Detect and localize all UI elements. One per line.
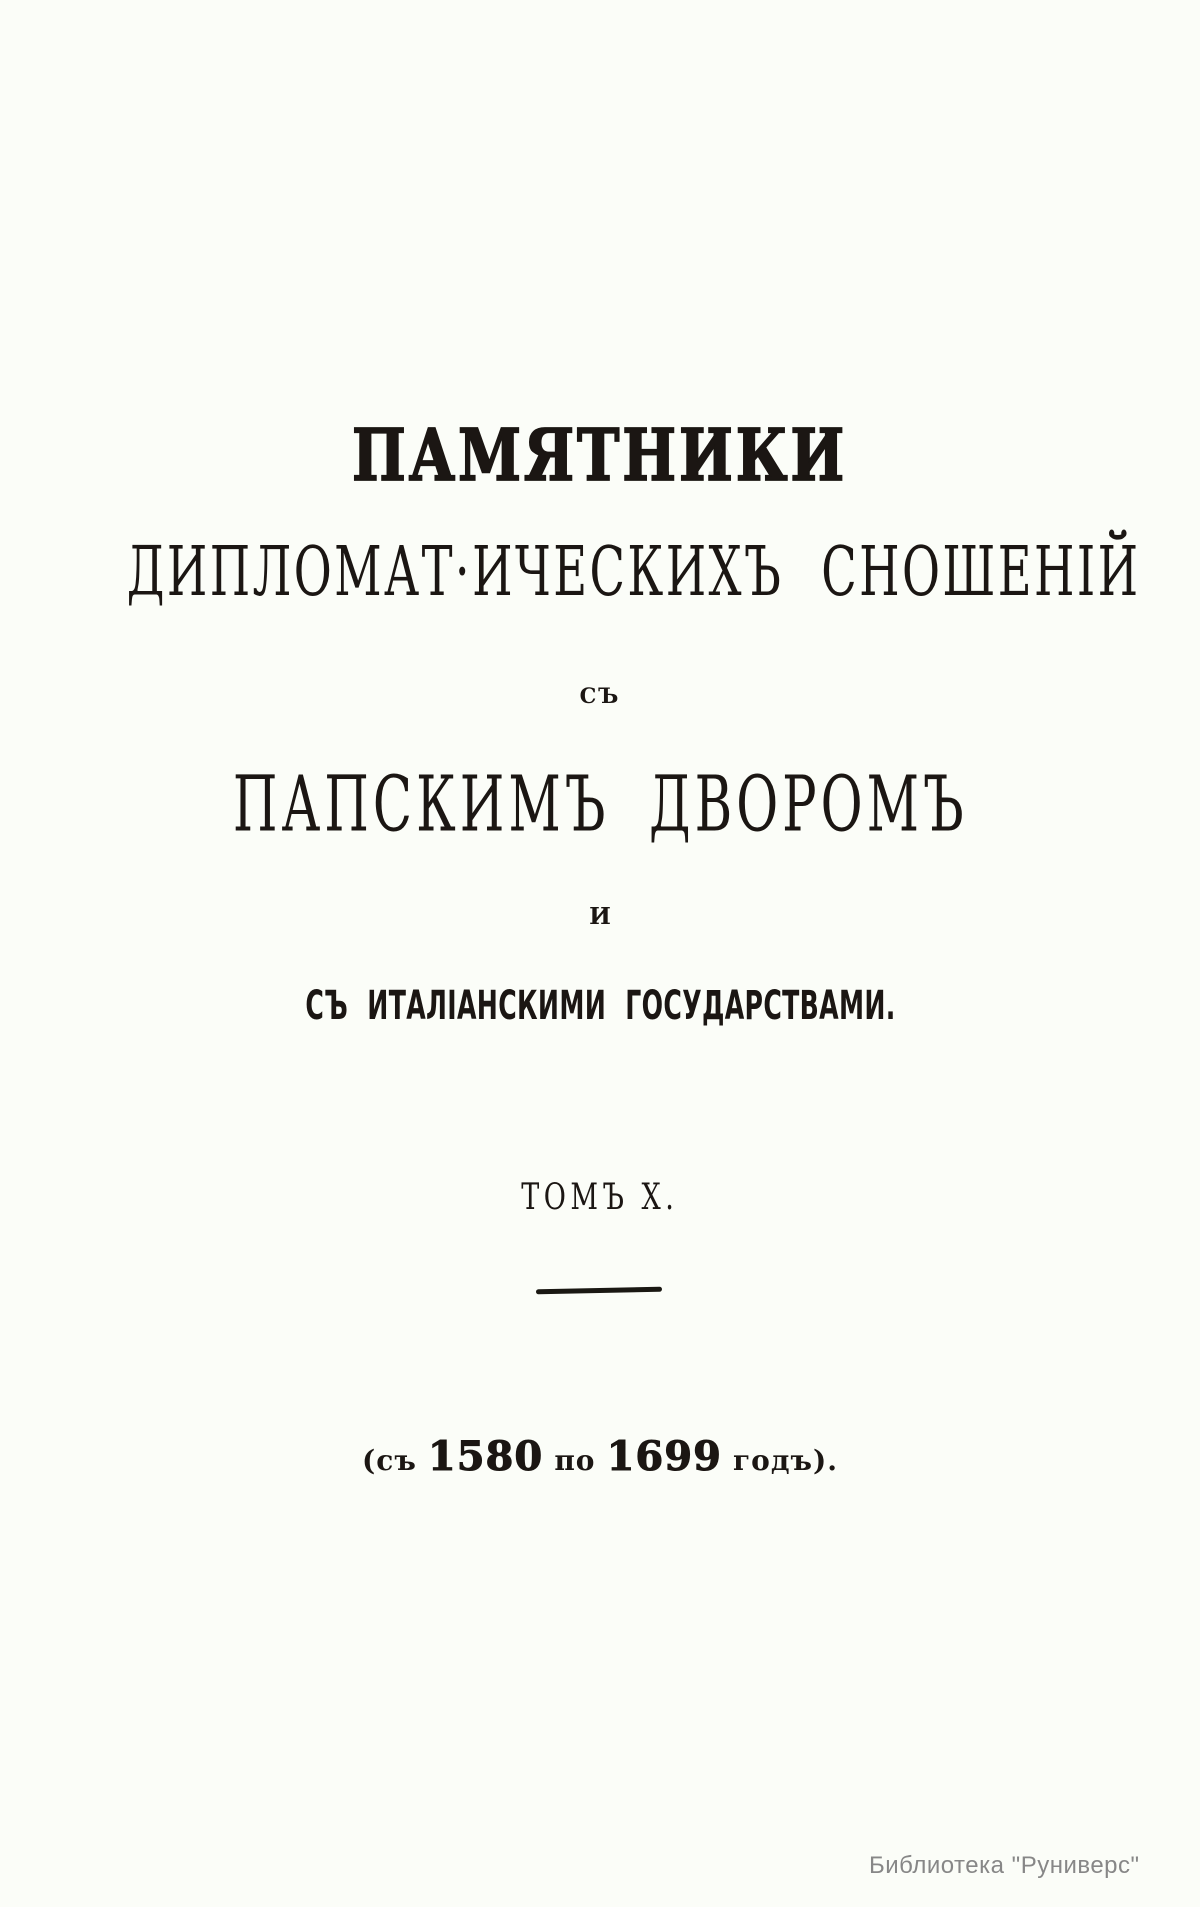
volume-label-text: ТОМЪ X. bbox=[521, 1177, 679, 1218]
date-range bbox=[0, 1433, 1200, 1480]
series-subtitle-text: ДИПЛОМАТ·ИЧЕСКИХЪ СНОШЕНІЙ bbox=[126, 531, 1141, 612]
date-range-suffix: годъ). bbox=[733, 1444, 838, 1477]
date-range-year-from: 1580 bbox=[427, 1433, 544, 1480]
conjunction-i: И bbox=[589, 903, 611, 930]
secondary-title bbox=[0, 983, 1200, 1029]
main-title bbox=[0, 761, 1200, 850]
preposition-s: СЪ bbox=[579, 683, 621, 708]
date-range-year-to: 1699 bbox=[606, 1433, 722, 1480]
library-watermark: Библиотека "Руниверс" bbox=[869, 1852, 1140, 1879]
date-range-infix: по bbox=[554, 1444, 596, 1477]
secondary-title-text: СЪ ИТАЛІАНСКИМИ ГОСУДАРСТВАМИ. bbox=[304, 983, 896, 1029]
date-range-prefix: (съ bbox=[362, 1444, 417, 1477]
main-title-text: ПАПСКИМЪ ДВОРОМЪ bbox=[232, 761, 968, 850]
volume-label bbox=[0, 1177, 1200, 1218]
series-title bbox=[0, 415, 1200, 498]
series-subtitle bbox=[0, 531, 1200, 612]
series-title-text: ПАМЯТНИКИ bbox=[352, 415, 848, 498]
separator-rule bbox=[536, 1287, 662, 1295]
